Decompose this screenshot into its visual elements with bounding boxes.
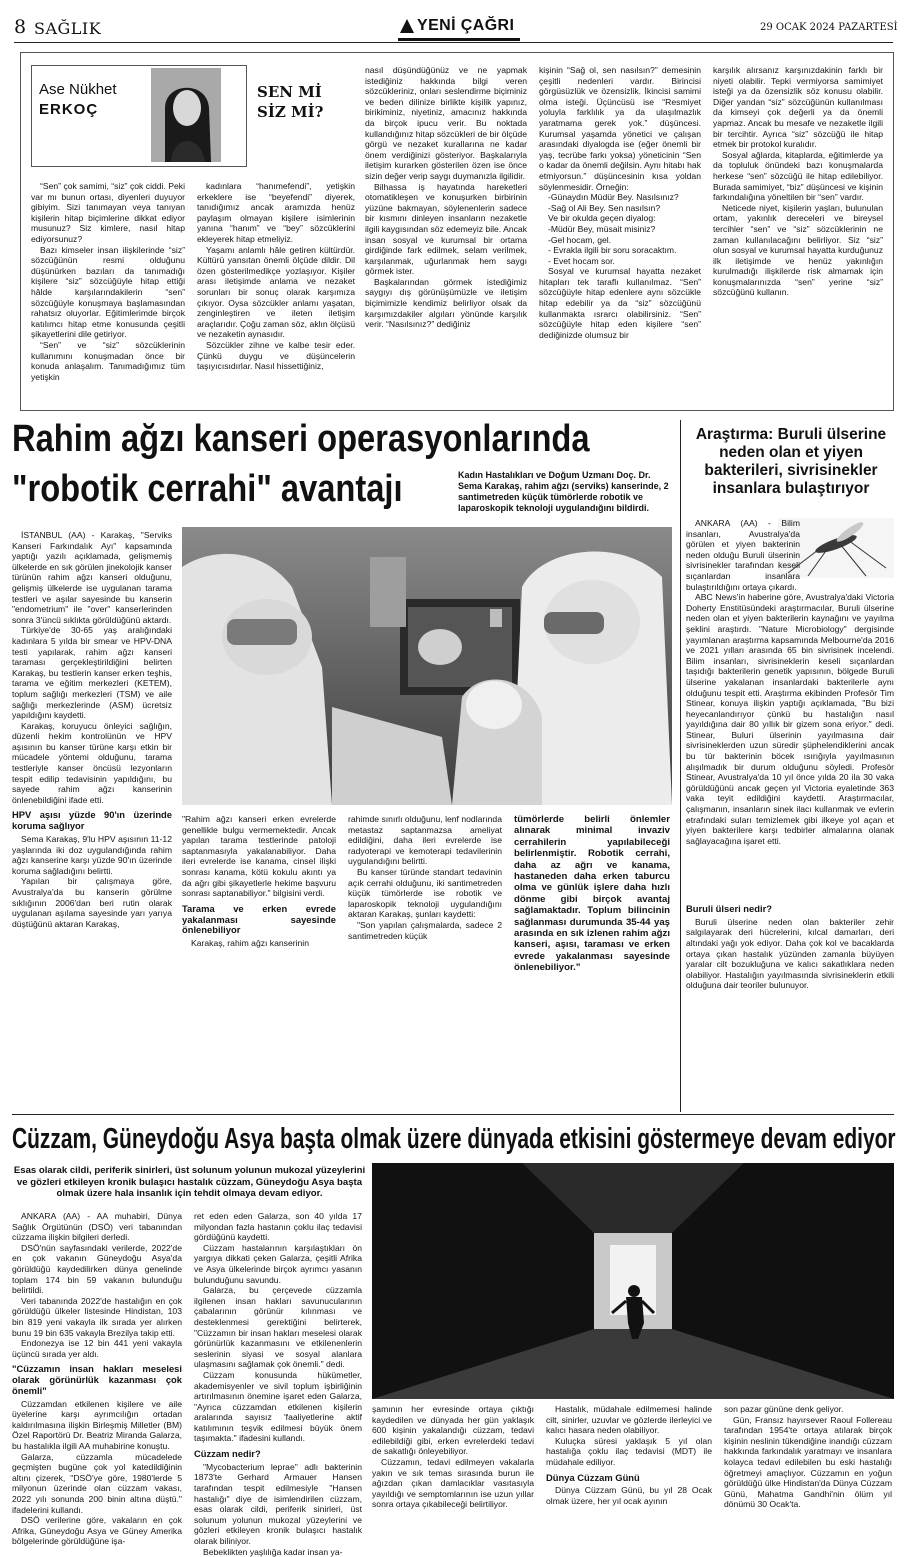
paragraph: Cüzzam konusunda hükümetler, akademisyenler ve sivil toplum işbirliğinin artırılmasının önemine işaret eden Galarza, "Ayrıca cüzzamdan etkilenen kişilerin aralarında sayısız 'faaliyetlerine aktif katılımının teşvik edilmesi büyük önem taşımakta." ifadesini kullandı. [194,1369,362,1444]
corridor-graphic [372,1163,894,1399]
logo-text: YENİ ÇAĞRI [417,17,515,34]
paragraph: “Sen” çok samimi, “siz” çok ciddi. Peki var mı bunun ortası, diyenleri duyuyor gibiyim. Sizi tanımayan veya tanıyan kişilerin hitap biçimlerine dikkat ediyor musunuz? Siz kimlere, nasıl hitap ediyorsunuz? [31,181,185,244]
article3-col3 [372,1404,534,1510]
article1-col2 [182,814,336,1110]
paragraph: DSÖ'nün sayfasındaki verilerde, 2022'de en çok vakanın Güneydoğu Asya'da görüldüğü kaydedilirken dünya genelinde toplam 174 bin 59 vakanın bulunduğu belirtildi. [12,1242,182,1296]
subheading: Buruli ülseri nedir? [686,903,772,914]
paragraph: kişinin “Sağ ol, sen nasılsın?” demesinin çeşitli nedenleri vardır. Birincisi görgüsüzlük ve özensizlik. İkincisi samimi olma isteği. Üçüncüsü ise “Resmiyet yoluyla farklılık ya da ulaşılmazlık yaratmama gerek yok.” düşüncesi. Kurumsal yaşamda yönetici ve çalışan arasındaki diyalogda ise (eğer önemli bir yaş, tecrübe farkı yoksa) yöneticinin “Sen o kadar da önemli değilsin. Aynı hitabı hak etmiyorsun.” düşüncesinin kısa yoldan söylenmesidir. Örneğin: [539,65,701,192]
paragraph: Neticede niyet, kişilerin yaşları, bulunulan ortam, yakınlık dereceleri ve bireysel tercihler “sen” ve “siz” sözcüklerinin ne zaman kullanılacağını belirliyor. Siz “siz” olun sosyal ve kurumsal hayatta kurduğunuz ilk iletişimde ve henüz yakınlığın kurulmadığı ilişkilerde risk almamak için konuşmalarınızda “sen” yerine “siz” sözcüğünü kullanın. [713,202,883,298]
paragraph: Bu kanser türünde standart tedavinin açık cerrahi olduğunu, iki santimetreden küçük tümörlerde ise robotik ve laparoskopik teknoloji uygulandığını aktaran Karakaş, şunları kaydetti: [348,866,502,920]
dialogue-line: Ve bir okulda geçen diyalog: [548,213,656,224]
paragraph: ABC News'in haberine göre, Avustralya'daki Victoria Doherty Enstitüsündeki araştırmacılar, Buruli ülserine neden olan et yiyen bakterilerin kaynağını ve yayılma şeklini araştırdı. "Nature Microbiology" dergisinde yayımlanan araştırma kapsamında Melbourne'da 2016 ve 2021 yılları arasında 65 bin sivrisinek incelendi. Bilim insanları, sivrisineklerin keseli sıçanlardan taşıdığı bakterilerin genetik yapısının, bölgede Buruli ülserine yakalanan insanlardaki bakterilerle aynı olduğunu tespit etti. Araştırma ekibinden Profesör Tim Stinear, konuya ilişkin yaptığı açıklamada, "Bu bizi heyecanlandırıyor çünkü bu hastalığın nasıl yayıldığına dair 80 yıllık bir gizem sona eriyor." dedi. Stinear, Buluri ülserinin yayılmasına dair sivrisineklerden uzun süredir şüphelendiklerini ancak bu tür bakterinin böcek ısırığıyla yayılmasının alışılmadık bir durum olduğunu söyledi. Profesör Stinear, Avustralya'da 10 yıl önce yılda 20 ila 30 vaka görüldüğünü ancak geçen yıl Victoria eyaletinde 363 vaka teyit edildiğini kaydetti. Araştırmacılar, çalışmanın, insanların sinek ilacı kullanmak ve evlerin etrafındaki suları temizlemek gibi ilkeye yol açan et yiyen bakterilere karşı tedbirler almalarına olanak sağlayacağına işaret etti. [686,592,894,846]
paragraph: Veri tabanında 2022'de hastalığın en çok görüldüğü ülkeler listesinde Hindistan, 103 bin 819 yeni vakayla ilk sırada yer alırken bunu 19 bin 635 vakayla Brezilya takip etti. [12,1295,182,1338]
subheading: Cüzzam nedir? [194,1448,261,1460]
paragraph: Türkiye'de 30-65 yaş aralığındaki kadınlara 5 yılda bir smear ve HPV-DNA testi yapılarak, rahim ağzı kanseri taraması gerçekleştirildiğini belirten Karakaş, bu testlerin kanser erken teşhis, tarama ve eğitim merkezleri (KETEM), toplum sağlığı merkezleri (TSM) ve aile sağlığı merkezlerinde (ASM) ücretsiz yapıldığını kaydetti. [12,625,172,721]
paragraph: Başkalarından görmek istediğimiz saygıyı dış görünüşümüzle ve iletişim biçimimizle kendimiz belirliyor olsak da karşımızdakiler algıları yönünde karşılık verir. “Nasılsınız?” dediğiniz [365,276,527,330]
paragraph: Dünya Cüzzam Günü, bu yıl 28 Ocak olmak üzere, her yıl ocak ayının [546,1485,712,1506]
paragraph: Sema Karakaş, 9'lu HPV aşısının 11-12 yaşlarında iki doz uygulandığında rahim ağzı kanserine karşı yüzde 90'ın üzerinde koruma sağladığını belirtti. [12,834,172,876]
subheading: HPV aşısı yüzde 90'ın üzerinde koruma sağlıyor [12,809,172,832]
paragraph: "Mycobacterium leprae" adlı bakterinin 1873'te Gerhard Armauer Hansen tarafından tespit edilmesiyle "Hansen hastalığı" diye de isimlendirilen cüzzam, esas olarak cildi, periferik sinirleri, üst solunum yolunun mukozal yüzeylerini ve gözleri etkileyen kronik bulaşıcı hastalık olarak biliniyor. [194,1461,362,1547]
paragraph: Hastalık, müdahale edilmemesi halinde cilt, sinirler, uzuvlar ve gözlerde ilerleyici ve kalıcı hasara neden olabiliyor. [546,1404,712,1436]
column-title-line2: SİZ Mİ? [257,103,324,121]
article1-col1 [12,530,172,1110]
dialogue-line: -Gel hocam, gel. [548,234,612,245]
paragraph: İSTANBUL (AA) - Karakaş, "Serviks Kanseri Farkındalık Ayı" kapsamında yaptığı yazılı açıklamada, gelişmemiş ülkelerde en sık görülen jinekolojik kanser türünün rahim ağzı kanseri olduğunu, gelişmiş ülkelerde ise uygulanan tarama testleri ve aşılar sayesinde bu kanserin "endometrium" ile "over" kanserlerinden sonra 3'üncü sıklıkta görüldüğünü aktardı. [12,530,172,625]
paragraph: Cüzzamdan etkilenen kişilere ve aile üyelerine karşı ayrımcılığın ortadan kaldırılmasına ilişkin Birleşmiş Milletler (BM) Özel Raportörü Dr. Beatriz Miranda Galarza, bu hastalıkla ilgili AA muhabirine konuştu. [12,1398,182,1452]
paragraph: Yapılan bir çalışmaya göre, Avustralya'da bu kanserin görülme sıklığının 2006'dan beri rutin olarak uygulanan aşılama sayesinde yarı yarıya düştüğünü aktaran Karakaş, [12,876,172,929]
column-text-col2 [197,181,355,403]
paragraph: DSÖ verilerine göre, vakaların en çok Afrika, Güneydoğu Asya ve Güney Amerika bölgelerinde görüldüğüne işa- [12,1515,182,1547]
article3-col5 [724,1404,892,1510]
article-deck: Kadın Hastalıkları ve Doğum Uzmanı Doç. Dr. Sema Karakaş, rahim ağzı (serviks) kanserinde, 2 santimetreden küçük tümörlerde robotik ve laparoskopik teknoloji uygulandığını bildirdi. [458,470,669,513]
newspaper-logo [398,16,520,41]
paragraph: nasıl düşündüğünüz ve ne yapmak istediğiniz hakkında bilgi veren sözcükleriniz, onları seslendirme biçiminiz ve beden dilinize birlikte kişilik yapınız, birikiminiz, niyetiniz, amacınız hakkında da birçok ipucu verir. Bu noktada kullandığınız hitap sözcükleri de bir ölçüde görgü ve nezaket kurallarına ne kadar önem verdiğinizi gösteriyor. Başkalarıyla iletişim kurarken gösterilen özen ise önce sizin değer verip saygı duymanızla ilgilidir. [365,65,527,181]
author-portrait-graphic [151,68,221,162]
paragraph: Sözcükler zihne ve kalbe tesir eder. Çünkü duygu ve düşüncelerin taşıyıcısıdırlar. Nasıl hissettiğiniz, [197,339,355,372]
column-text-col5 [713,65,883,403]
author-portrait [151,68,221,162]
paragraph: “Sen” ve “siz” sözcüklerinin kullanımını konuşmadan önce bir konuda anlaşalım. Tanımadığımız tüm yetişkin [31,339,185,382]
article3-col1 [12,1211,182,1547]
surgery-photo [182,527,672,805]
column-text-col1 [31,181,185,403]
article1-col3 [348,814,502,1110]
logo-emblem-icon [400,19,414,33]
dialogue-line: - Evet hocam sor. [548,255,615,266]
paragraph: ret eden eden Galarza, son 40 yılda 17 milyondan fazla hastanın çoklu ilaç tedavisi gördüğünü kaydetti. [194,1211,362,1243]
paragraph: rahimde sınırlı olduğunu, lenf nodlarında metastaz saptanmazsa ameliyat edildiğini, daha ileri evrelerde ise radyoterapi ve kemoterapi tedavilerinin uygulandığını belirtti. [348,814,502,867]
section-rule [12,1114,894,1115]
surgery-photo-graphic [182,527,672,805]
paragraph: şamının her evresinde ortaya çıktığı kaydedilen ve dünyada her gün yaklaşık 600 kişinin yakalandığı cüzzam, tedavi edilebildiği gibi, erken evrelerdeki tedavi de sakatlığı önleyebiliyor. [372,1404,534,1457]
headline-line2: "robotik cerrahi" avantajı [12,468,403,510]
paragraph: kadınlara “hanımefendi”, yetişkin erkeklere ise “beyefendi” diyerek, tanıdığımız ancak aramızda henüz paylaşım olmayan kişilere isimlerinin yanına “hanım” ve “bey” sözcüklerini ekleyerek hitap etmeliyiz. [197,181,355,244]
column-text-col3 [365,65,527,403]
paragraph: ANKARA (AA) - Bilim insanları, Avustralya'da görülen et yiyen bakterinin neden olduğu Buruli ülserinin sivrisinekler tarafından keseli sıçanlardan insanlara bulaştırıldığını ortaya çıkardı. [686,518,800,592]
dialogue-line: -Müdür Bey, müsait misiniz? [548,223,656,234]
paragraph: Yaşamı anlamlı hâle getiren kültürdür. Kültürü yansıtan önemli ölçüde dildir. Dil özen gösterilmedikçe yozlaşıyor. Kişiler arası iletişimde anlama ve nezaket sorunları bir sonuç olarak karşımıza çıkıyor. Oysa sözcükler anlamı yaşatan, zenginleştiren ve ileten iletişim araçlarıdır. Çoğu zaman söz, aklın ölçüsü ve nezaketin aynasıdır. [197,244,355,340]
paragraph: Gün, Fransız hayırsever Raoul Follereau tarafından 1954'te ortaya atılarak birçok kişinin neslinin tükendiğine inandığı cüzzam hakkında farkındalık yaratmayı ve insanlara kolayca tedavi edilebilen bu eski hastalığı öğretmeyi amaçlıyor. Cüzzamın en yoğun görüldüğü ülke Hindistan'da Dünya Cüzzam Günü, Mahatma Gandhi'nin ölüm yıl dönümü 30 Ocak'ta. [724,1414,892,1510]
column-divider [680,420,681,1112]
paragraph: ANKARA (AA) - AA muhabiri, Dünya Sağlık Örgütünün (DSÖ) veri tabanından cüzzama ilişkin bilgileri derledi. [12,1211,182,1243]
paragraph: "Rahim ağzı kanseri erken evrelerde genellikle bulgu vermemektedir. Ancak yapılan tarama testlerinde patoloji saptanmasıyla yakalanabiliyor. Daha ileri evrelerde ise kanama, cinsel ilişki sonrası kanama, kötü kokulu akıntı ya da ağrı gibi şikayetlerle hekime başvuru sonrası saptanabiliyor." bilgisini verdi. [182,814,336,899]
article-deck: Esas olarak cildi, periferik sinirleri, üst solunum yolunun mukozal yüzeylerini ve gözleri etkileyen kronik bulaşıcı hastalık cüzzam, Güneydoğu Asya başta olmak üzere hala insanlık için tehdit olmaya devam ediyor. [13,1165,366,1199]
headline: Cüzzam, Güneydoğu Asya başta olmak üzere dünyada etkisini göstermeye devam ediyor [12,1123,896,1155]
paragraph: Galarza, cüzzamla mücadelede geçmişten bugüne çok yol katedildiğinin altını çizerek, "DSÖ'ye göre, 1980'lerde 5 milyonun üzerinde olan cüzzam vakası, 2022 yılı sonunda 200 binin altına düştü." ifadelerini kullandı. [12,1451,182,1515]
author-first-name: Ase Nükhet [39,81,117,98]
page-number: 8 [14,16,27,38]
paragraph: Bebeklikten yaşlılığa kadar insan ya- [203,1546,343,1557]
column-text-col4 [539,65,701,403]
author-last-name: ERKOÇ [39,101,99,118]
dialogue-line: -Günaydın Müdür Bey. Nasılsınız? [548,192,679,203]
headline-line1: Rahim ağzı kanseri operasyonlarında [12,418,590,460]
column-title-line1: SEN Mİ [257,83,322,101]
paragraph: "Son yapılan çalışmalarda, sadece 2 santimetreden küçük [348,919,502,941]
subheading: Dünya Cüzzam Günü [546,1471,640,1483]
paragraph: Bilhassa iş hayatında hareketleri otomatikleşen ve konuşurken birbirinin yüzüne bakmayan, söylenenlerin sadece bir kısmını dinleyen insanların nezaketle ilgili kaygısından söz edemeyiz bile. Ancak insan sosyal ve kurumsal bir ortama girdiğinde fark edilmek, selam verilmek, karşılanmak, uğurlanmak hem saygı görmek ister. [365,181,527,277]
paragraph: Cüzzamın, tedavi edilmeyen vakalarla yakın ve sık temas sırasında burun ile ağızdan çıkan damlacıklar vasıtasıyla yayıldığı ve semptomlarının ise uzun yıllar sonra ortaya çıkabileceği belirtiliyor. [372,1456,534,1510]
paragraph: son pazar gününe denk geliyor. [724,1404,844,1414]
opinion-column-box [20,52,894,411]
paragraph: tümörlerde belirli önlemler alınarak minimal invaziv cerrahilerin yapılabileceği belirlenmiştir. Robotik cerrahi, daha az ağrı ve kanama, hastaneden daha erken taburcu olma ve günlük işlere daha hızlı dönme gibi birçok avantaj sağlamaktadır. Toplum bilincinin sağlanması durumunda 35-44 yaş arasında en sık izlenen rahim ağzı kanseri, aşısı, taraması ve erken evrede yakalanması sayesinde önlenebiliyor." [514,814,670,974]
article2-col-bottom [686,904,894,1114]
issue-date: 29 OCAK 2024 PAZARTESİ [760,22,898,33]
paragraph: karşılık alırsanız karşınızdakinin farklı bir niyeti olabilir. Tepki vermiyorsa samimiyet isteği ya da özensizlik söz konusu olabilir. Diğer yandan “siz” sözcüğünün kullanılması da kimseyi çok değerli ya da önemli yapmaz. Ancak bu mesafe ve nezaketle ilgili bir tercihtir. Ayrıca “siz” sözcüğü ile hitap etmek bir protokol kuralıdır. [713,65,883,150]
subheading: Tarama ve erken evrede yakalanması sayesinde önlenebiliyor [182,902,336,936]
paragraph: Endonezya ise 12 bin 441 yeni vakayla üçüncü sırada yer aldı. [12,1338,182,1359]
article3-col4 [546,1404,712,1506]
paragraph: Kuluçka süresi yaklaşık 5 yıl olan hastalığa çoklu ilaç tedavisi (MDT) ile müdahale ediliyor. [546,1435,712,1467]
paragraph: Sosyal ve kurumsal hayatta nezaket hitapları tek taraflı kullanılmaz. “Sen” sözcüğüyle hitap edenlere aynı sözcükle hitap edebilir ya da “siz” sözcüğünü kullanmakta ısrarcı olabilirsiniz. “Sen” sözcüğüyle hitap eden kişilere “sen” dediğinizde olumsuz bir [539,266,701,340]
dialogue-line: - Evrakla ilgili bir soru soracaktım. [548,245,677,256]
paragraph: Karakaş, koruyucu önleyici sağlığın, düzenli hekim kontrolünün ve HPV aşısının bu kanser türüne karşı etkin bir mücadele yöntemi olduğunu, tarama testleriyle kanser öncüsü lezyonların tespit edilip tedavisinin yapıldığını, bu sayede rahim ağzı kanserinin önlenebildiğini ifade etti. [12,720,172,805]
paragraph: Karakaş, rahim ağzı kanserinin [191,938,309,949]
header-rule [14,42,893,43]
paragraph: Galarza, bu çerçevede cüzzamla ilgilenen insan hakları savunucularının çabalarının görünür kılınması ve desteklenmesi gerektiğini belirterek, "Cüzzamın bir insan hakları meselesi olarak görünürlük kazanmasını ve etkilenenlerin seslerinin siyasi ve sosyal alanlara ulaşmasını sağlamak çok önemli." dedi. [194,1285,362,1370]
subheading: "Cüzzamın insan hakları meselesi olarak görünürlük kazanması çok önemli" [12,1363,182,1396]
section-label: SAĞLIK [34,19,102,38]
dialogue-line: -Sağ ol Ali Bey. Sen nasılsın? [548,202,661,213]
article1-col4 [514,814,670,1110]
paragraph: Bazı kimseler insan ilişkilerinde “siz” sözcüğünün resmi olduğunu düşünürken bazıları da tanımadığı kişilere “siz” sözcüğüyle hitap ettiği hâlde karşılarındakilerin “sen” sözcüğüyle konuşmaya başlamasından rahatsız oluyorlar. Eğitimlerimde birçok katılımcı hitap etme konusunda çeşitli şikayetlerini dile getiriyor. [31,244,185,340]
paragraph: Sosyal ağlarda, kitaplarda, eğitimlerde ya da topluluk önündeki bazı konuşmalarda herkese “sen” sözcüğü ile hitap edilebiliyor. Burada samimiyet, “biz” düşüncesi ve kişinin farkındalığına yöneltilen bir “sen” vardır. [713,149,883,203]
article3-col2 [194,1211,362,1557]
corridor-photo [372,1163,894,1399]
paragraph: Buruli ülserine neden olan bakteriler zehir salgılayarak deri hücrelerini, kılcal damarları, deri altındaki yağı yok ediyor. Daha çok kol ve bacaklarda ortaya çıkan hastalık yüzünden zamanla büyüyen yaralar cilt bozukluğuna ve kalıcı sakatlıklara neden olabiliyor. Hastalığın yayılmasında sivrisineklerin etkili olduğuna dair teoriler bulunuyor. [686,916,894,991]
article2-col-top [686,518,894,903]
headline: Araştırma: Buruli ülserine neden olan et yiyen bakterileri, sivrisinekler insanlara bulaştırıyor [695,426,887,497]
paragraph: Cüzzam hastalarının karşılaştıkları ön yargıya dikkati çeken Galarza, çeşitli Afrika ve Asya ülkelerinde birçok ayrımcı yasanın bulunduğunu savundu. [194,1242,362,1285]
